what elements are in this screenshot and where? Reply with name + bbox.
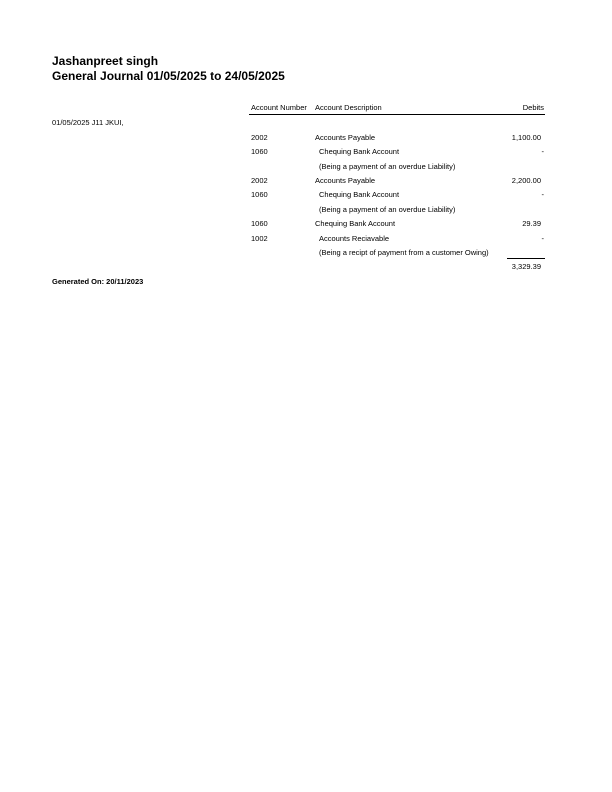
row-debit: -: [541, 234, 544, 243]
row-debit: 1,100.00: [511, 133, 541, 142]
table-row: [0, 176, 612, 188]
row-debit: 2,200.00: [511, 176, 541, 185]
row-description: Accounts Payable: [315, 133, 376, 142]
row-description: Accounts Payable: [315, 176, 376, 185]
row-debit: 29.39: [522, 219, 541, 228]
column-header-account-description: Account Description: [315, 103, 382, 112]
row-account-number: 2002: [251, 133, 268, 142]
row-account-number: 2002: [251, 176, 268, 185]
row-description: Chequing Bank Account: [315, 219, 396, 228]
row-account-number: 1060: [251, 190, 268, 199]
company-name: Jashanpreet singh: [52, 54, 159, 68]
row-account-number: 1060: [251, 147, 268, 156]
row-description: (Being a payment of an overdue Liability): [319, 205, 456, 214]
row-description: Chequing Bank Account: [319, 190, 400, 199]
table-row: [0, 205, 612, 217]
row-description: Chequing Bank Account: [319, 147, 400, 156]
table-row: [0, 190, 612, 202]
row-debit: -: [541, 190, 544, 199]
row-account-number: 1060: [251, 219, 268, 228]
entry-info: 01/05/2025 J11 JKUI,: [52, 118, 124, 127]
row-debit: -: [541, 147, 544, 156]
row-account-number: 1002: [251, 234, 268, 243]
column-header-account-number: Account Number: [251, 103, 307, 112]
row-description: (Being a recipt of payment from a customer Owing): [319, 248, 489, 257]
row-description: Accounts Reciavable: [319, 234, 390, 243]
table-row: [0, 162, 612, 174]
header-divider: [249, 114, 545, 115]
table-row: [0, 133, 612, 145]
report-title: General Journal 01/05/2025 to 24/05/2025: [52, 69, 285, 83]
debit-total: 3,329.39: [511, 262, 541, 271]
table-row: [0, 234, 612, 246]
generated-date: Generated On: 20/11/2023: [52, 277, 144, 286]
table-row: [0, 147, 612, 159]
table-row: [0, 219, 612, 231]
column-header-debits: Debits: [522, 103, 544, 112]
row-description: (Being a payment of an overdue Liability): [319, 162, 456, 171]
total-divider: [507, 258, 545, 259]
